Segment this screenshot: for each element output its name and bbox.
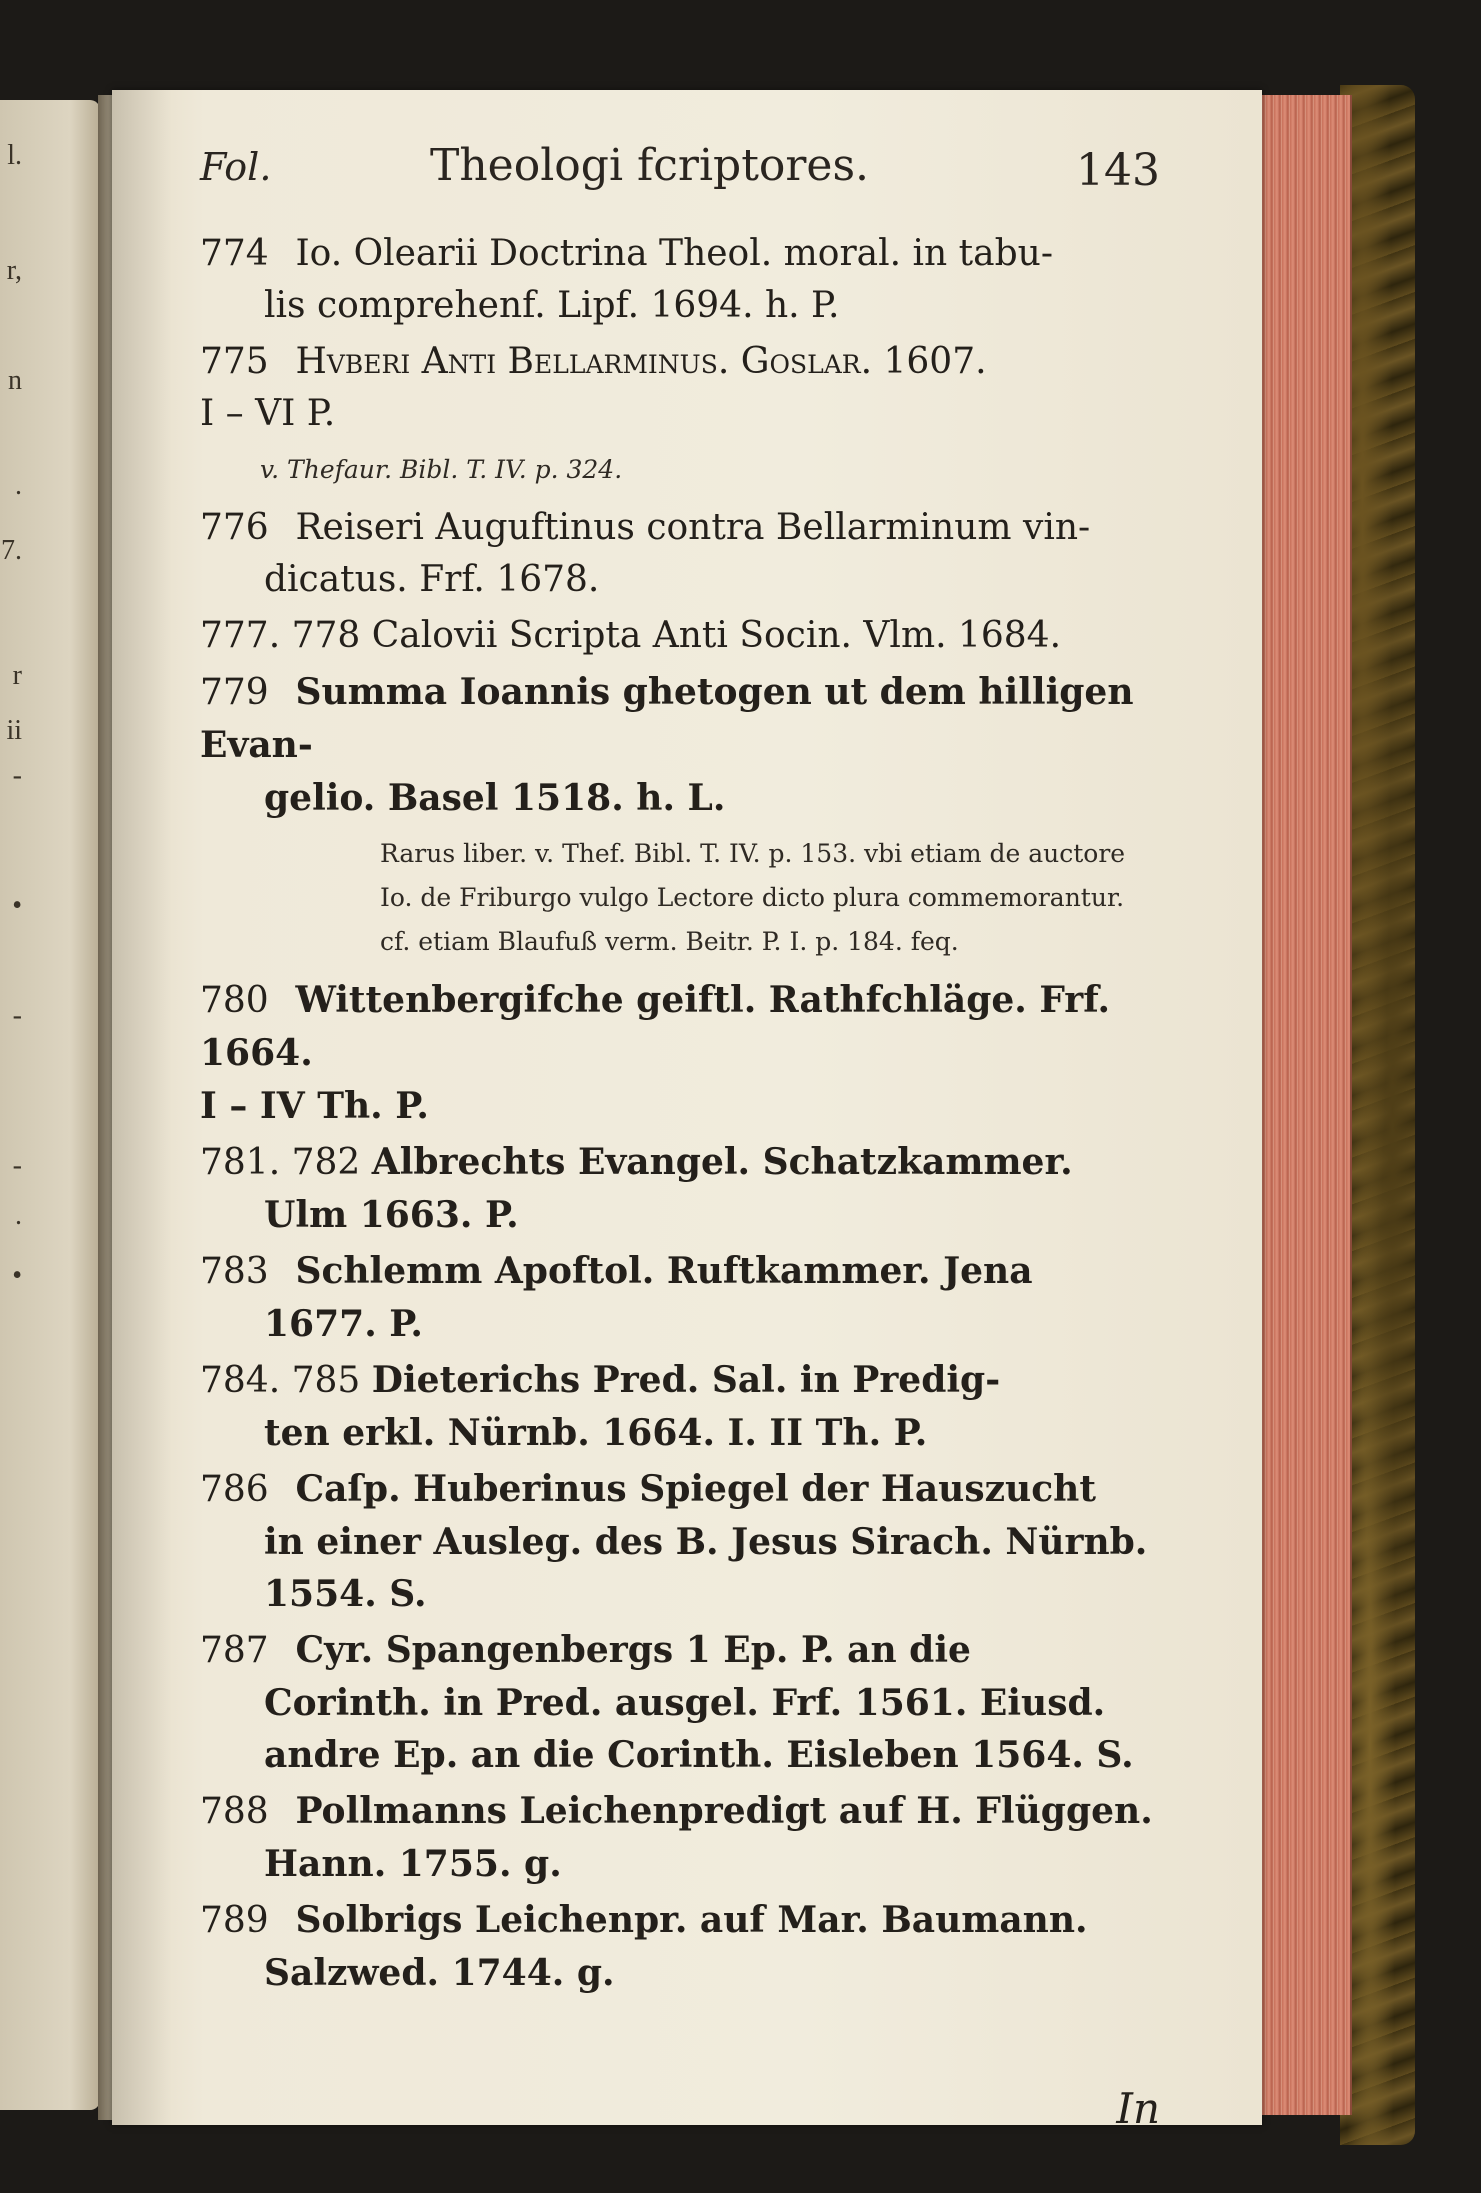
entry-text: Hann. 1755. g.	[264, 1843, 562, 1885]
entry-784-785	[200, 1354, 1160, 1459]
entry-text: Caſp. Huberinus Spiegel der Hauszucht	[295, 1468, 1096, 1510]
entry-note: Rarus liber. v. Thef. Bibl. T. IV. p. 153. vbi etiam de auctore Io. de Friburgo vulgo Lectore dicto plura commemorantur. cf. etiam Blaufuß verm. Beitr. P. I. p. 184. feq.	[380, 839, 1126, 956]
running-header	[200, 140, 1160, 200]
entry-text: 1677. P.	[264, 1303, 423, 1345]
margin-fragment: r	[12, 660, 22, 691]
entry-text: Wittenbergifche geiftl. Rathfchläge. Frf. 1664.	[200, 979, 1111, 1074]
entry-text: Cyr. Spangenbergs 1 Ep. P. an die	[295, 1629, 971, 1671]
entry-787	[200, 1624, 1160, 1781]
page-title: Theologi fcriptores.	[430, 140, 870, 191]
margin-fragment: ii	[6, 715, 22, 746]
catchword: In	[1116, 2084, 1160, 2133]
entry-786	[200, 1463, 1160, 1620]
entry-note: v. Thefaur. Bibl. T. IV. p. 324.	[260, 455, 623, 484]
entry-780	[200, 974, 1160, 1132]
entry-text: dicatus. Frf. 1678.	[264, 559, 600, 600]
entry-text: in einer Ausleg. des B. Jesus Sirach. Nürnb.	[264, 1521, 1148, 1563]
entry-text: Reiseri Auguftinus contra Bellarminum vin-	[295, 507, 1091, 548]
entry-number: 775	[200, 341, 269, 382]
entry-text: Pollmanns Leichenpredigt auf H. Flüggen.	[295, 1790, 1153, 1832]
margin-fragment: r,	[6, 255, 22, 286]
entry-number: 786	[200, 1469, 269, 1510]
entry-text: Io. Olearii Doctrina Theol. moral. in tabu-	[295, 233, 1053, 274]
entry-number: 777. 778	[200, 615, 361, 656]
margin-fragment: 7.	[1, 535, 22, 566]
entry-number: 787	[200, 1630, 269, 1671]
entry-number: 781. 782	[200, 1142, 361, 1183]
margin-fragment: •	[12, 890, 22, 921]
entry-number: 776	[200, 507, 269, 548]
red-page-edges	[1258, 95, 1352, 2115]
format-label: Fol.	[200, 145, 272, 189]
entry-789	[200, 1894, 1160, 1999]
entry-text: Summa Ioannis ghetogen ut dem hilligen Evan-	[200, 671, 1134, 766]
entry-text: Corinth. in Pred. ausgel. Frf. 1561. Eiusd.	[264, 1682, 1106, 1724]
entry-text: Calovii Scripta Anti Socin. Vlm. 1684.	[371, 615, 1062, 656]
entry-number: 788	[200, 1791, 269, 1832]
entry-788	[200, 1785, 1160, 1890]
entry-783	[200, 1245, 1160, 1350]
entry-text: Hvberi Anti Bellarminus. Goslar. 1607.	[295, 341, 987, 382]
entry-number: 783	[200, 1251, 269, 1292]
margin-fragment: .	[15, 1200, 22, 1231]
margin-fragment: -	[12, 1150, 22, 1181]
entry-775	[200, 336, 1160, 440]
entry-text: Solbrigs Leichenpr. auf Mar. Baumann.	[295, 1899, 1088, 1941]
entry-text: ten erkl. Nürnb. 1664. I. II Th. P.	[264, 1412, 928, 1454]
entry-779	[200, 666, 1160, 824]
margin-fragment: l.	[7, 140, 22, 171]
margin-fragment: -	[12, 760, 22, 791]
entry-text: lis comprehenf. Lipf. 1694. h. P.	[264, 285, 840, 326]
entry-777-778	[200, 610, 1160, 662]
catalogue-entries	[200, 228, 1160, 2133]
entry-774	[200, 228, 1160, 332]
entry-781-782	[200, 1136, 1160, 1241]
entry-number: 780	[200, 980, 269, 1021]
entry-text: 1554. S.	[264, 1573, 427, 1615]
gutter-shadow	[112, 90, 172, 2125]
entry-number: 789	[200, 1900, 269, 1941]
left-page-edge	[0, 100, 100, 2110]
margin-fragment: .	[15, 470, 22, 501]
margin-fragment: n	[8, 365, 22, 396]
entry-text: Schlemm Apoftol. Ruftkammer. Jena	[295, 1250, 1033, 1292]
page-number: 143	[1076, 145, 1160, 196]
entry-776	[200, 502, 1160, 606]
entry-text: I – VI P.	[200, 393, 336, 434]
entry-text: andre Ep. an die Corinth. Eisleben 1564. S.	[264, 1734, 1134, 1776]
entry-text: I – IV Th. P.	[200, 1085, 429, 1127]
entry-number: 779	[200, 672, 269, 713]
entry-text: Ulm 1663. P.	[264, 1194, 519, 1236]
entry-number: 784. 785	[200, 1360, 361, 1401]
entry-text: Albrechts Evangel. Schatzkammer.	[371, 1141, 1073, 1183]
entry-number: 774	[200, 233, 269, 274]
margin-fragment: -	[12, 1000, 22, 1031]
entry-text: Salzwed. 1744. g.	[264, 1952, 615, 1994]
entry-text: Dieterichs Pred. Sal. in Predig-	[371, 1359, 1001, 1401]
margin-fragment: •	[12, 1260, 22, 1291]
entry-text: gelio. Basel 1518. h. L.	[264, 777, 726, 819]
